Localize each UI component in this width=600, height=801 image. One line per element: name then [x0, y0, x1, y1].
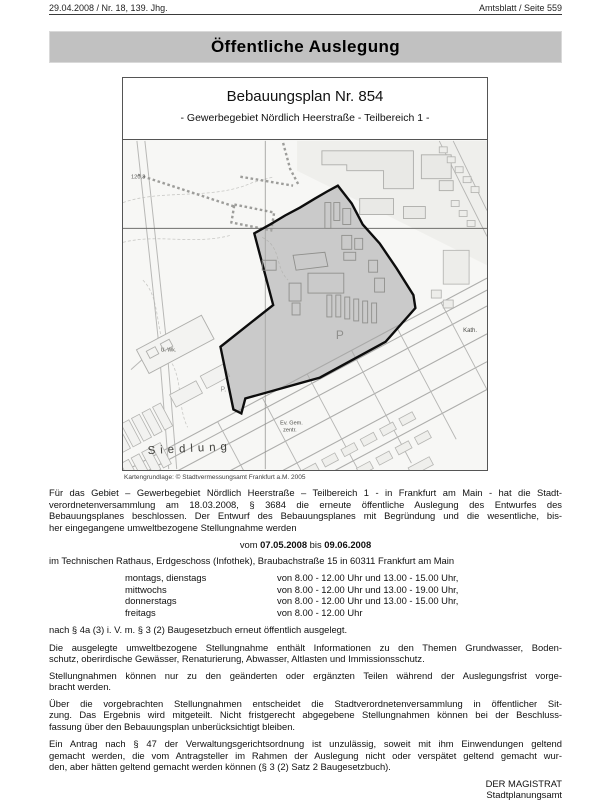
p6-line3: den, aber hätten geltend gemacht werden können (§ 3 (2) Satz 2 Baugesetzbuch).: [49, 761, 391, 772]
map-label-evgem-1: Ev. Gem.: [280, 420, 303, 427]
p5-line2: zung. Das Ergebnis wird mitgeteilt. Nicht fristgerecht abgegebene Stellungnahmen können bei der Beschluss-: [49, 709, 562, 720]
section-banner: [49, 31, 562, 63]
banner-title: Öffentliche Auslegung: [210, 37, 401, 56]
schedule-days: donnerstags: [125, 595, 177, 606]
map-label-parking-small: P.: [220, 386, 227, 394]
schedule-hours: von 8.00 - 12.00 Uhr und 13.00 - 15.00 Uhr,: [277, 572, 459, 583]
plan-map-svg: [123, 140, 487, 470]
period-mid: bis: [309, 539, 322, 550]
header-issue-date: 29.04.2008 / Nr. 18, 139. Jhg.: [49, 3, 168, 13]
header-divider: [49, 14, 562, 15]
schedule-days: montags, dienstags: [125, 572, 207, 583]
paragraph-2: nach § 4a (3) i. V. m. § 3 (2) Baugesetzbuch erneut öffentlich ausgelegt.: [49, 624, 348, 635]
map-label-kath: Kath.: [463, 327, 478, 334]
opening-hours-table: [125, 572, 562, 618]
map-caption: Kartengrundlage: © Stadtvermessungsamt Frankfurt a.M. 2005: [124, 474, 306, 481]
p6-line2: gemacht werden, die vom Antragsteller im Rahmen der Auslegung nicht oder verspätet geltend gemacht wur-: [49, 749, 562, 761]
schedule-days: freitags: [125, 606, 156, 618]
schedule-hours: von 8.00 - 12.00 Uhr und 13.00 - 15.00 Uhr,: [277, 595, 459, 606]
page-header: [49, 3, 562, 14]
paragraph-6: [49, 738, 562, 773]
map-label-parking-large: P: [335, 327, 344, 342]
period-end-date: 09.06.2008: [324, 539, 372, 550]
plan-subtitle: - Gewerbegebiet Nördlich Heerstraße - Teilbereich 1 -: [180, 112, 430, 124]
plan-title: Bebauungsplan Nr. 854: [226, 88, 384, 105]
period-prefix: vom: [239, 539, 258, 550]
p3-line1: Die ausgelegte umweltbezogene Stellungnahme enthält Informationen zu den Themen Grundwasser, Boden-: [49, 641, 562, 653]
paragraph-3: [49, 642, 562, 665]
schedule-row: [125, 572, 562, 584]
p5-line1: Über die vorgebrachten Stellungnahmen entscheidet die Stadtverordnetenversammlung in öffentlicher Sit-: [49, 697, 562, 709]
p3-line2: schutz, oberirdische Gewässer, Renaturierung, Abwasser, Altlasten und Immissionsschutz.: [49, 653, 425, 664]
p6-line1: Ein Antrag nach § 47 der Verwaltungsgerichtsordnung ist unzulässig, soweit mit ihm Einwendungen geltend: [49, 738, 562, 749]
p4-line2: bracht werden.: [49, 681, 112, 692]
plan-figure: [122, 77, 488, 481]
schedule-row: [125, 584, 562, 596]
location-line: im Technischen Rathaus, Erdgeschoss (Infothek), Braubachstraße 15 in 60311 Frankfurt am Main: [49, 554, 455, 566]
signature-magistrat: DER MAGISTRAT: [485, 777, 562, 789]
plan-area-polygon: [220, 186, 415, 414]
p1-line2: verordnetenversammlung am 18.03.2008, § 3684 die erneute öffentliche Auslegung des Entwurfes des: [49, 498, 562, 510]
plan-figure-box: [122, 77, 488, 471]
paragraph-1: [49, 487, 562, 533]
map-label-siedlung: Siedlung: [147, 440, 233, 458]
map-label-uwk: U. Wk.: [160, 347, 177, 354]
p5-line3: fassung über den Bebauungsplan unberücksichtigt bleiben.: [49, 720, 296, 732]
map-label-elevation: 120,3: [130, 174, 146, 181]
schedule-hours: von 8.00 - 12.00 Uhr und 13.00 - 19.00 Uhr,: [277, 583, 459, 595]
p1-line1: Für das Gebiet – Gewerbegebiet Nördlich Heerstraße – Teilbereich 1 - in Frankfurt am Main - hat die Stadt-: [49, 487, 562, 498]
period-start-date: 07.05.2008: [260, 539, 308, 550]
schedule-days: mittwochs: [125, 583, 167, 595]
plan-title-block: [123, 78, 487, 140]
signature-block: [49, 778, 562, 801]
p1-line3: Bebauungsplanes beschlossen. Der Entwurf des Bebauungsplanes mit Begründung und die wesentliche, bis-: [49, 510, 562, 521]
p1-line4: her eingegangene umweltbezogene Stellungnahme werden: [49, 521, 297, 533]
plan-map: [123, 140, 487, 470]
paragraph-5: [49, 698, 562, 733]
schedule-row: [125, 607, 562, 619]
schedule-row: [125, 595, 562, 607]
document-body: [49, 487, 562, 801]
map-label-evgem-2: zentr.: [283, 427, 297, 434]
schedule-hours: von 8.00 - 12.00 Uhr: [277, 606, 363, 618]
signature-stadtplanungsamt: Stadtplanungsamt: [486, 789, 562, 800]
paragraph-4: [49, 670, 562, 693]
p4-line1: Stellungnahmen können nur zu den geänderten oder ergänzten Teilen während der Auslegungsfrist vorge-: [49, 669, 562, 681]
display-period-line: [49, 539, 562, 551]
header-page-number: Amtsblatt / Seite 559: [478, 3, 562, 13]
